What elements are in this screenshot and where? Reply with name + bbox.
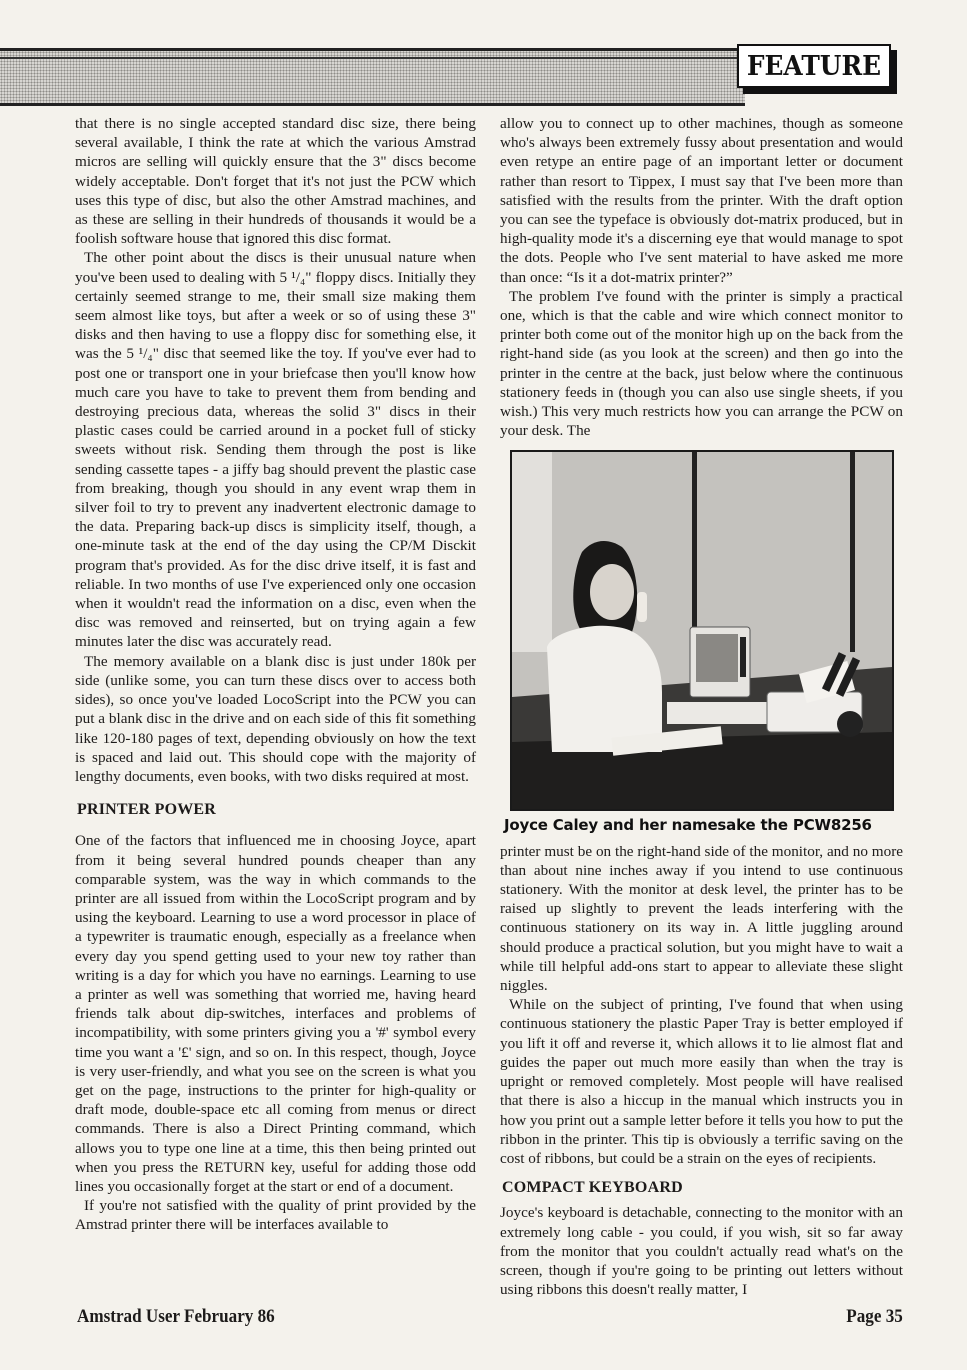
paragraph: One of the factors that influenced me in choosing Joyce, apart from it being several hundred pounds cheaper than any comparable system, was the way in which commands to the printer are all issued from within the LocoScript program and by using the keyboard. Learning to use a word processor in place of a typewriter is traumatic enough, especially as a freelance when every day you spend getting used to your new toy rather than writing is a day for which you have no earnings. Learning to use a printer as well was something that worried me, having heard friends talk about dip-switches, interfaces and problems of incompatibility, with some printers giving you a '#' symbol every time you want a '£' sign, and so on. In this respect, though, Joyce is very user-friendly, and what you see on the screen is what you get on the page, instructions to the printer for high-quality or draft mode, double-space etc all coming from menus or direct commands. There is also a Direct Printing command, which allows you to type one line at a time, this then being printed out when you press the RETURN key, useful for adding those odd lines you occasionally forget at the start or end of a document. [75,832,476,1195]
header-banner [0,48,745,106]
footer-publication: Amstrad User February 86 [77,1306,275,1327]
section-label: FEATURE [746,50,882,82]
paragraph: While on the subject of printing, I've found that when using continuous stationery the plastic Paper Tray is better employed if you lift it off and reverse it, which allows it to lie almost flat and guides the paper out much more easily than when the tray is upright or removed completely. Most people will have realised that there is also a hiccup in the manual which instructs you in how you print out a sample letter before it tells you how to put the ribbon in the printer. This tip is obviously a terrific saving on the cost of ribbons, but could be a strain on the eyes of recipients. [500,996,903,1167]
figure [504,450,894,835]
paragraph: The problem I've found with the printer is simply a practical one, which is that the cable and wire which connect monitor to printer both come out of the monitor high up on the back from the right-hand side (as you look at the screen) and then go into the printer in the centre at the back, just below where the continuous stationery feeds in (though you can also use single sheets, if you wish.) This very much restricts how you can arrange the PCW on your desk. The [500,287,903,440]
photo-joyce-caley-pcw8256 [510,450,894,811]
paragraph: printer must be on the right-hand side of the monitor, and no more than about nine inches away if you intend to use continuous stationery. With the monitor at desk level, the printer has to be raised up slightly to prevent the leads interfering with the continuous stationery on its way in. A little juggling around should produce a practical solution, but you might have to wait a while till helpful add-ons start to appear to alleviate these slight niggles. [500,842,903,995]
left-column [75,114,476,1235]
paragraph: Joyce's keyboard is detachable, connecting to the monitor with an extremely long cable - you could, if you wish, sit so far away from the monitor that you couldn't actually read what's on the screen, though if you're going to be printing out letters without using ribbons this doesn't really matter, I [500,1204,903,1299]
paragraph: The other point about the discs is their unusual nature when you've been used to dealing with 5 ¹/₄" floppy discs. Initially they certainly seemed strange to me, their small size making them seem almost like toys, but after a week or so of using these 3" disks and then having to use a floppy disc for something else, it was the 5 ¹/₄" disc that seemed like the toy. If you've ever had to post one or transport one in your briefcase then you'll know how much care you have to take to prevent them from bending and destroying precious data, whereas the solid 3" discs in their plastic cases could be carried around in a pocket full of sticky sweets without risk. Sending them through the post is like sending cassette tapes - a jiffy bag should prevent the plastic case from breaking, though you should in any event wrap them in silver foil to try to prevent any inadvertent electronic damage to the data. Preparing back-up discs is simplicity itself, though, a one-minute task at the end of the day using the CP/M Disckit program that's provided. As for the disc drive itself, it is fast and reliable. In two months of use I've experienced only one occasion when it wouldn't read the information on a disc, even when the disc was removed and reinserted, but on trying again a few minutes later the disc was accurately read. [75,249,476,651]
right-column [500,114,903,1299]
paragraph: that there is no single accepted standard disc size, there being several available, I think the rate at which the various Amstrad micros are selling will quickly ensure that the 3" discs become widely acceptable. Don't forget that it's not just the PCW which uses this type of disc, but also the other Amstrad machines, and as these are selling in their hundreds of thousands it would be a foolish software house that ignored this disc format. [75,115,476,248]
paragraph: If you're not satisfied with the quality of print provided by the Amstrad printer there will be interfaces available to [75,1197,476,1234]
photo-caption: Joyce Caley and her namesake the PCW8256 [504,816,872,835]
section-badge [737,44,891,88]
section-heading-printer-power: PRINTER POWER [77,801,217,819]
section-heading-compact-keyboard: COMPACT KEYBOARD [502,1179,683,1197]
paragraph: The memory available on a blank disc is just under 180k per side (unlike some, you can turn these discs over to access both sides), so once you've loaded LocoScript into the PCW you can put a blank disc in the drive and on each side of this fit something like 120-180 pages of text, depending obviously on how the text is spaced and laid out. This should cope with the majority of lengthy documents, even books, with two disks required at most. [75,652,476,785]
paragraph: allow you to connect up to other machines, though as someone who's always been extremely fussy about presentation and would even retype an entire page of an important letter or document rather than resort to Tippex, I must say that I've been more than satisfied with the results from the printer. With the draft option you can see the typeface is obviously dot-matrix produced, but in high-quality mode it's a discerning eye that would manage to spot the dots. People who I've sent material to have asked me more than once: “Is it a dot-matrix printer?” [500,115,903,286]
photo-illustration [512,452,892,809]
footer-page-number: Page 35 [846,1306,903,1327]
